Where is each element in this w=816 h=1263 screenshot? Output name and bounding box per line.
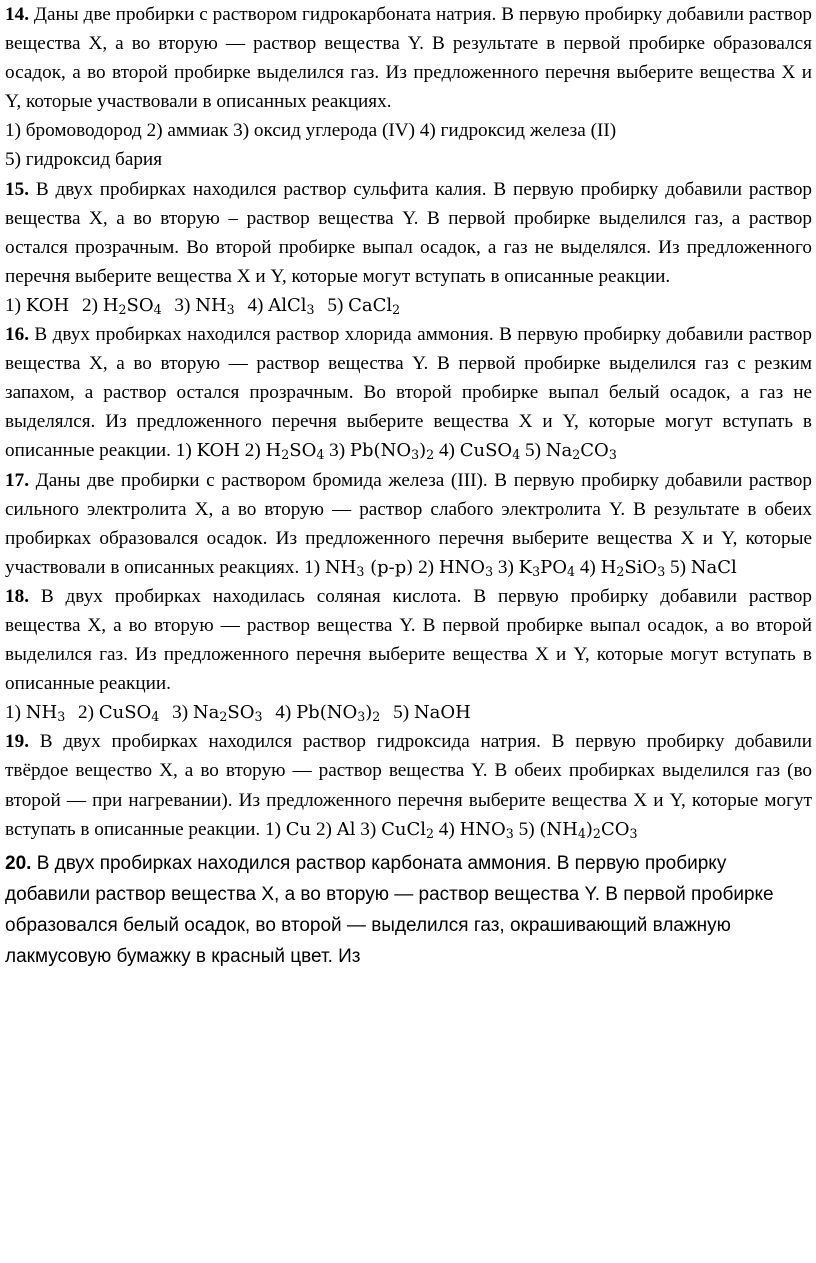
- option: [265, 819, 311, 840]
- option-formula: $H_2SO_4$: [102, 294, 162, 318]
- question-text: Даны две пробирки с раствором гидрокарбоната натрия. В первую пробирку добавили раствор вещества X, а во вторую — раствор вещества Y. В результате в первой пробирке образовался осадок, а во второй пробирке выделился газ. Из предложенного перечня выберите вещества X и Y, которые участвовали в описанных реакциях.: [5, 4, 813, 113]
- option-formula: $K_3PO_4$: [518, 556, 576, 579]
- options-line: 5) гидроксид бария: [5, 149, 163, 171]
- option-label: 4): [438, 440, 460, 462]
- option: [329, 440, 434, 461]
- option-formula: $Na_2CO_3$: [545, 440, 617, 463]
- option-formula: CaCl$_2$: [348, 294, 401, 318]
- options-line: [5, 698, 812, 727]
- option-formula: KOH: [25, 294, 70, 316]
- question-text: В двух пробирках находился раствор сульфита калия. В первую пробирку добавили раствор вещества X, а во вторую – раствор вещества Y. В первой пробирке выделился газ, а раствор остался прозрачным. Во второй пробирке выпал осадок, а газ не выделялся. Из предложенного перечня выберите вещества X и Y, которые могут вступать в описанные реакции.: [5, 178, 813, 287]
- question-number: 15.: [5, 178, 29, 200]
- question-number: 19.: [5, 731, 29, 753]
- option-formula: NaCl: [690, 556, 737, 578]
- option: [5, 295, 69, 316]
- option-label: 1): [265, 818, 286, 840]
- question-text: Даны две пробирки с раствором бромида железа (III). В первую пробирку добавили раствор сильного электролита X, а во вторую — раствор слабого электролита Y. В результате в обеих пробирках образовался осадок. Из предложенного перечня выберите вещества X и Y, которые участвовали в описанных реакциях.: [5, 469, 812, 578]
- option: [580, 557, 665, 578]
- option: [245, 440, 325, 461]
- option-label: 3): [329, 440, 350, 462]
- question-number: 17.: [5, 469, 29, 491]
- option: [304, 557, 413, 578]
- option: [439, 440, 520, 461]
- option: [360, 819, 434, 840]
- option-formula: $NH_3$: [25, 702, 66, 725]
- question-number: 20.: [5, 852, 32, 874]
- option: [670, 557, 737, 578]
- option-label: 4): [438, 818, 460, 840]
- question-text: В двух пробирках находился раствор хлорида аммония. В первую пробирку добавили раствор вещества X, а во вторую — раствор вещества Y. В первой пробирке выделился газ с резким запахом, а раствор остался прозрачным. Во второй пробирке выпал белый осадок, а газ не выделялся. Из предложенного перечня выберите вещества X и Y, которые могут вступать в описанные реакции.: [5, 324, 812, 462]
- option: [174, 295, 234, 316]
- option-formula: Al: [336, 818, 356, 840]
- question-14: [5, 0, 812, 116]
- option-formula: $(NH_4)_2CO_3$: [539, 818, 638, 841]
- option-formula: $NH_3$: [195, 294, 235, 318]
- option-label: 4): [247, 294, 269, 316]
- option-label: 5): [525, 440, 546, 462]
- option-label: 1): [5, 702, 26, 724]
- option-formula: AlCl$_3$: [268, 294, 315, 318]
- question-15: [5, 175, 812, 291]
- options-inline: [304, 557, 737, 578]
- options-line: 1) бромоводород 2) аммиак 3) оксид углерода (IV) 4) гидроксид железа (II): [5, 120, 617, 142]
- option: [393, 702, 471, 723]
- option-label: 2): [244, 440, 266, 462]
- option-label: 4): [275, 702, 297, 724]
- option: [247, 295, 314, 316]
- option-label: 2): [78, 702, 99, 724]
- option-label: 1): [5, 294, 26, 316]
- option-label: 1): [304, 556, 325, 578]
- option-formula: $Na_2SO_3$: [192, 702, 263, 725]
- question-17: [5, 466, 812, 582]
- option-formula: CuCl$_2$: [381, 818, 434, 841]
- option-label: 5): [518, 818, 540, 840]
- option-formula: CuSO$_4$: [98, 702, 160, 725]
- option-label: 2): [315, 818, 337, 840]
- question-text: В двух пробирках находился раствор гидроксида натрия. В первую пробирку добавили твёрдое вещество X, а во вторую — раствор вещества Y. В обеих пробирках выделился газ (во второй — при нагревании). Из предложенного перечня выберите вещества X и Y, которые могут вступать в описанные реакции.: [5, 731, 813, 840]
- question-text: В двух пробирках находилась соляная кислота. В первую пробирку добавили раствор вещества X, а во вторую — раствор вещества Y. В первой пробирке выпал осадок, а во второй выделился газ. Из предложенного перечня выберите вещества X и Y, которые могут вступать в описанные реакции.: [5, 585, 812, 695]
- question-number: 14.: [5, 4, 29, 25]
- option: [316, 819, 356, 840]
- option-formula: Cu: [285, 818, 312, 840]
- option: [172, 702, 262, 723]
- option-label: 5): [670, 556, 691, 578]
- question-20: [5, 848, 812, 972]
- option-label: 3): [174, 294, 196, 316]
- option: [78, 702, 159, 723]
- option: [275, 702, 380, 723]
- option-formula: $HNO_3$: [438, 556, 494, 579]
- option-label: 5): [327, 294, 349, 316]
- option-formula: NaOH: [413, 702, 471, 724]
- option: [418, 557, 493, 578]
- option-formula: $H_2SO_4$: [265, 440, 325, 463]
- question-number: 16.: [5, 324, 29, 346]
- option-label: 3): [497, 556, 519, 578]
- option-label: 3): [172, 702, 193, 724]
- question-19: [5, 727, 812, 843]
- option-formula: $Pb(NO_3)_2$: [349, 440, 435, 463]
- options-inline: [265, 819, 637, 840]
- question-16: [5, 320, 812, 465]
- option-formula: KOH: [196, 440, 240, 462]
- option: [519, 819, 638, 840]
- options-inline: [176, 440, 617, 461]
- option: [439, 819, 514, 840]
- question-number: 18.: [5, 585, 29, 607]
- option-formula: $HNO_3$: [459, 818, 514, 841]
- option-label: 5): [393, 702, 414, 724]
- option: [525, 440, 617, 461]
- option-label: 2): [418, 556, 439, 578]
- option: [5, 702, 65, 723]
- option: [327, 295, 400, 316]
- option-label: 1): [175, 440, 197, 462]
- option-formula: $H_2SiO_3$: [600, 556, 666, 579]
- option-formula: CuSO$_4$: [459, 440, 521, 463]
- option: [176, 440, 240, 461]
- question-text: В двух пробирках находился раствор карбоната аммония. В первую пробирку добавили раствор вещества X, а во вторую — раствор вещества Y. В первой пробирке образовался белый осадок, во второй — выделился газ, окрашивающий влажную лакмусовую бумажку в красный цвет. Из: [5, 852, 774, 967]
- option-formula: $Pb(NO_3)_2$: [296, 702, 381, 725]
- option-formula: $NH_3$ (р-р): [324, 556, 414, 579]
- option-label: 2): [82, 294, 103, 316]
- option-label: 3): [360, 818, 382, 840]
- option-label: 4): [579, 556, 601, 578]
- option: [82, 295, 162, 316]
- options-line: [5, 291, 812, 320]
- question-18: [5, 582, 812, 698]
- option: [498, 557, 575, 578]
